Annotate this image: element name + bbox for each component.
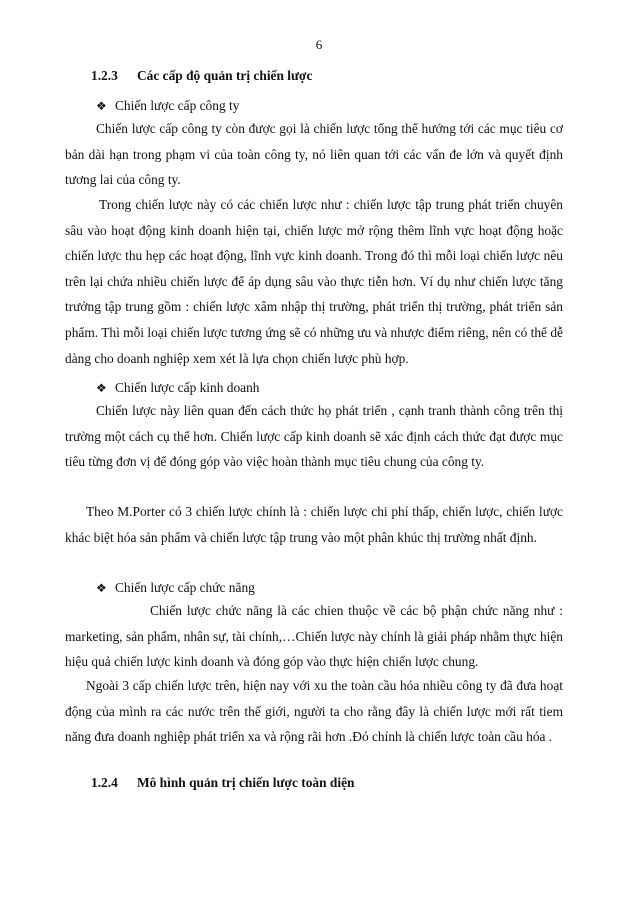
paragraph-2 <box>65 192 563 371</box>
section-number: 1.2.3 <box>91 68 118 83</box>
section-number: 1.2.4 <box>91 775 118 790</box>
paragraph-1 <box>65 116 563 193</box>
diamond-bullet-icon: ❖ <box>96 99 107 113</box>
paragraph-4 <box>65 499 563 550</box>
paragraph-text: Trong chiến lược này có các chiến lược như : chiến lược tập trung phát triển chuyên sâu vào hoạt động kinh doanh hiện tại, chiến lược mở rộng thêm lĩnh vực hoạt động hoặc chiến lược thu hẹp các hoạt động, lĩnh vực kinh doanh. Trong đó thì mỗi loại chiến lược nêu trên lại chứa nhiều chiến lược để áp dụng sâu vào thực tiễn hơn. Ví dụ như chiến lược tăng trưởng tập trung gồm : chiến lược xâm nhập thị trường, phát triển thị trường, phát triển sản phẩm. Thì mỗi loại chiến lược tương ứng sẽ có những ưu và nhược điểm riêng, nên có thể dễ dàng cho doanh nghiệp xem xét là lựa chọn chiến lược phù hợp. <box>65 197 563 366</box>
paragraph-text: Chiến lược chức năng là các chien thuộc về các bộ phận chức năng như : marketing, sản phẩm, nhân sự, tài chính,…Chiến lược này chính là giải pháp nhằm thực hiện hiệu quả chiến lược kinh doanh và đóng góp vào thực hiện chiến lược chung. <box>65 603 563 670</box>
paragraph-text: Chiến lược cấp công ty còn được gọi là chiến lược tổng thể hướng tới các mục tiêu cơ bản dài hạn trong phạm vi của toàn công ty, nó liên quan tới các vấn đe lớn và quyết định tương lai của công ty. <box>65 121 563 188</box>
bullet-label: Chiến lược cấp kinh doanh <box>115 380 260 395</box>
bullet-corporate-strategy <box>96 98 239 114</box>
bullet-label: Chiến lược cấp công ty <box>115 98 240 113</box>
paragraph-text: Chiến lược này liên quan đến cách thức họ phát triển , cạnh tranh thành công trên thị trường một cách cụ thể hơn. Chiến lược cấp kinh doanh sẽ xác định cách thức đạt được mục tiêu từng đơn vị để đóng góp vào việc hoàn thành mục tiêu chung của công ty. <box>65 403 563 470</box>
paragraph-6 <box>65 673 563 750</box>
bullet-label: Chiến lược cấp chức năng <box>115 580 255 595</box>
paragraph-3 <box>65 398 563 475</box>
section-heading-1-2-4 <box>91 775 354 791</box>
paragraph-text: Theo M.Porter có 3 chiến lược chính là : chiến lược chi phí thấp, chiến lược, chiến lược khác biệt hóa sản phẩm và chiến lược tập trung vào một phân khúc thị trường nhất định. <box>65 504 563 545</box>
section-title: Các cấp độ quản trị chiến lược <box>137 68 313 83</box>
page-number: 6 <box>315 37 323 52</box>
paragraph-text: Ngoài 3 cấp chiến lược trên, hiện nay với xu the toàn cầu hóa nhiều công ty đã đưa hoạt động của mình ra các nước trên thế giới, người ta cho rằng đây là chiến lược mới rất tiem năng đưa doanh nghiệp phát triển xa và rộng rãi hơn .Đó chính là chiến lược toàn cầu hóa . <box>65 678 563 745</box>
paragraph-5 <box>65 598 563 675</box>
section-heading-1-2-3 <box>91 68 312 84</box>
bullet-business-strategy <box>96 380 260 396</box>
diamond-bullet-icon: ❖ <box>96 381 107 395</box>
bullet-functional-strategy <box>96 580 255 596</box>
diamond-bullet-icon: ❖ <box>96 581 107 595</box>
section-title: Mô hình quản trị chiến lược toàn diện <box>137 775 355 790</box>
